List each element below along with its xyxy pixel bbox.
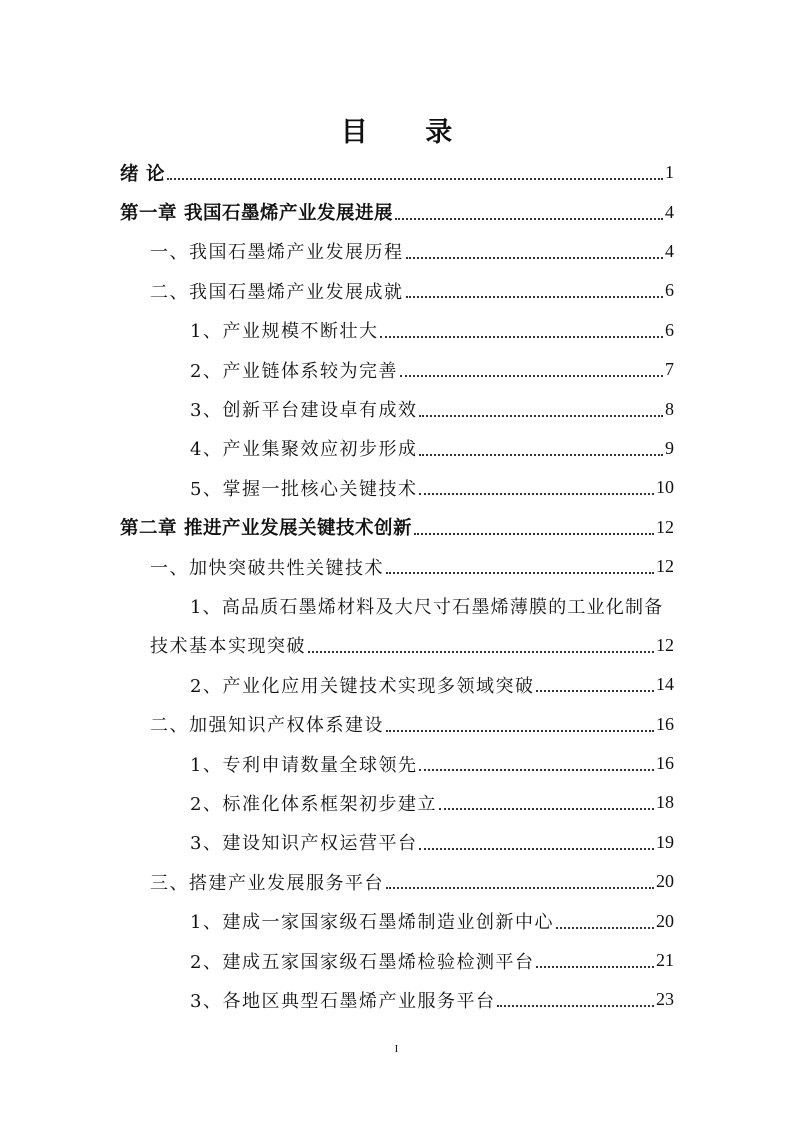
toc-entry-chapter-1[interactable] [120, 192, 674, 231]
dot-leader [419, 453, 663, 456]
dot-leader [419, 768, 654, 771]
dot-leader [439, 807, 654, 810]
toc-entry-section[interactable] [120, 547, 674, 586]
toc-entry-label: 一、加快突破共性关键技术 [150, 557, 384, 579]
toc-entry-subsection[interactable] [120, 783, 674, 822]
toc-entry-section[interactable] [120, 704, 674, 743]
dot-leader [497, 1004, 654, 1007]
page-footer-number: I [394, 1043, 399, 1055]
toc-page-number: 19 [656, 831, 674, 852]
toc-page-number: 21 [656, 950, 674, 970]
toc-page-number: 12 [656, 634, 674, 655]
toc-entry-label: 一、我国石墨烯产业发展历程 [150, 242, 404, 264]
toc-page-number: 8 [665, 398, 674, 419]
toc-entry-label: 二、加强知识产权体系建设 [150, 715, 384, 737]
dot-leader [308, 650, 654, 653]
toc-entry-subsection[interactable] [120, 941, 674, 980]
toc-page-number: 12 [656, 556, 674, 577]
toc-page-number: 16 [656, 713, 674, 734]
toc-entry-label: 1、高品质石墨烯材料及大尺寸石墨烯薄膜的工业化制备 [190, 596, 664, 618]
toc-page-number: 4 [665, 240, 674, 261]
toc-entry-label: 第一章 我国石墨烯产业发展进展 [120, 203, 393, 225]
dot-leader [395, 217, 663, 220]
toc-entry-subsection[interactable] [120, 389, 674, 428]
toc-entry-label: 2、建成五家国家级石墨烯检验检测平台 [190, 951, 535, 973]
toc-entry-subsection[interactable] [120, 744, 674, 783]
dot-leader [419, 492, 654, 495]
dot-leader [419, 847, 654, 850]
toc-entry-section[interactable] [120, 271, 674, 310]
toc-title: 目 录 [340, 117, 477, 148]
toc-page-number: 16 [656, 753, 674, 774]
toc-entry-subsection[interactable] [120, 429, 674, 468]
toc-page-number: 9 [665, 437, 674, 458]
dot-leader [380, 335, 663, 338]
toc-entry-label: 5、掌握一批核心关键技术 [190, 478, 418, 500]
toc-entry-subsection[interactable] [120, 980, 674, 1019]
toc-entry-label: 绪 论 [120, 163, 165, 185]
toc-entry-label: 1、产业规模不断壮大 [190, 321, 379, 343]
toc-entry-intro[interactable] [120, 153, 674, 192]
toc-entry-subsection[interactable] [120, 311, 674, 350]
toc-entry-section[interactable] [120, 232, 674, 271]
toc-entry-label: 第二章 推进产业发展关键技术创新 [120, 518, 412, 540]
toc-page-number: 20 [656, 910, 674, 931]
toc-page-number: 6 [665, 319, 674, 340]
dot-leader [386, 729, 654, 732]
toc-page-number: 20 [656, 871, 674, 892]
toc-entry-subsection[interactable] [120, 665, 674, 704]
toc-page-number: 7 [665, 359, 674, 380]
toc-entry-subsection-continued[interactable] [120, 626, 674, 665]
toc-entry-subsection[interactable] [120, 468, 674, 507]
dot-leader [386, 571, 654, 574]
toc-page-number: 23 [656, 989, 674, 1010]
dot-leader [414, 532, 654, 535]
dot-leader [406, 256, 664, 259]
dot-leader [556, 926, 654, 929]
dot-leader [400, 374, 663, 377]
toc-page-number: 6 [665, 280, 674, 301]
toc-entry-subsection[interactable] [120, 823, 674, 862]
toc-entry-label: 技术基本实现突破 [150, 636, 306, 658]
toc-page-number: 12 [656, 516, 674, 537]
toc-entry-label: 1、专利申请数量全球领先 [190, 754, 418, 776]
toc-entry-label: 1、建成一家国家级石墨烯制造业创新中心 [190, 912, 554, 934]
toc-entry-label: 3、建设知识产权运营平台 [190, 833, 418, 855]
toc-page-number: 10 [656, 477, 674, 498]
dot-leader [536, 965, 654, 968]
dot-leader [406, 295, 664, 298]
dot-leader [536, 689, 654, 692]
dot-leader [167, 177, 663, 180]
toc-page-number: 4 [665, 201, 674, 222]
toc-page-number: 1 [665, 162, 674, 183]
toc-entry-label: 2、标准化体系框架初步建立 [190, 793, 437, 815]
toc-entry-label: 3、创新平台建设卓有成效 [190, 400, 418, 422]
toc-entry-label: 二、我国石墨烯产业发展成就 [150, 281, 404, 303]
toc-entry-label: 3、各地区典型石墨烯产业服务平台 [190, 990, 496, 1012]
toc-entry-label: 三、搭建产业发展服务平台 [150, 872, 384, 894]
toc-entry-section[interactable] [120, 862, 674, 901]
toc-entry-subsection[interactable] [120, 901, 674, 940]
toc-entry-subsection-wrapped[interactable] [120, 586, 674, 625]
dot-leader [386, 886, 654, 889]
toc-page-number: 14 [656, 674, 674, 695]
toc-entry-label: 4、产业集聚效应初步形成 [190, 439, 418, 461]
table-of-contents [120, 153, 674, 1020]
toc-entry-label: 2、产业化应用关键技术实现多领域突破 [190, 675, 535, 697]
toc-entry-label: 2、产业链体系较为完善 [190, 360, 398, 382]
toc-entry-chapter-2[interactable] [120, 508, 674, 547]
dot-leader [419, 414, 663, 417]
toc-page-number: 18 [656, 792, 674, 813]
toc-entry-subsection[interactable] [120, 350, 674, 389]
